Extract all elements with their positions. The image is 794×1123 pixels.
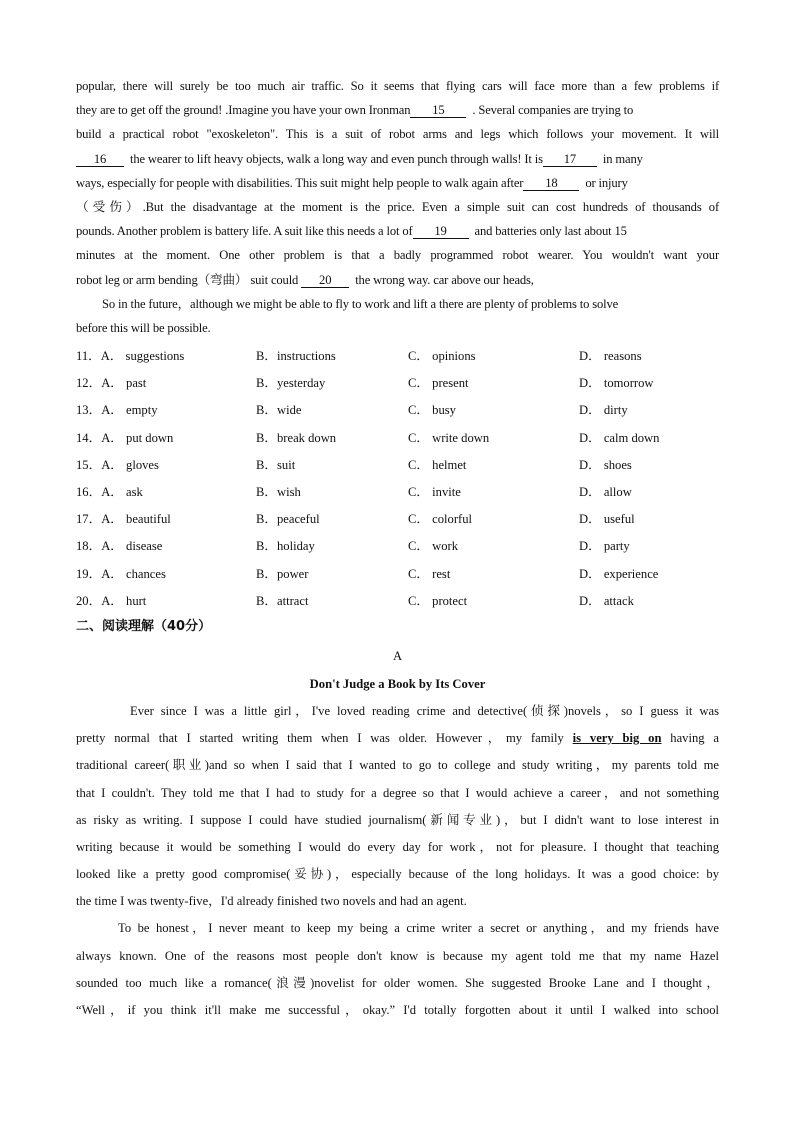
option-row: 15．A． gloves B．suit C． helmet D． shoes <box>76 457 632 472</box>
passage-title: Don't Judge a Book by Its Cover <box>309 676 486 691</box>
section-heading: 二、阅读理解（40分） <box>76 618 212 634</box>
passage-line: writing because it would be something I would do every day for work，not for pleasure. I thought that teaching <box>76 839 719 854</box>
passage-line: pounds. Another problem is battery life. A suit like this needs a lot of 19 and batteries only last about 15 <box>76 224 627 239</box>
passage-line: looked like a pretty good compromise(妥协)，especially because of the long holidays. It was a good choice: by <box>76 867 719 882</box>
document-page <box>76 74 719 1024</box>
blank-20: 20 <box>301 273 349 288</box>
passage-line: pretty normal that I started writing them when I was older. However，my family is very big on having a <box>76 731 720 746</box>
passage-line: always known. One of the reasons most people don't know is because my agent told me that my name Hazel <box>76 948 719 963</box>
passage-line: 16 the wearer to lift heavy objects, walk a long way and even punch through walls! It is 17 in many <box>76 147 719 171</box>
passage-line: So in the future，although we might be able to fly to work and lift a there are plenty of problems to solve <box>102 296 619 311</box>
passage-line: as risky as writing. I suppose I could have studied journalism(新闻专业)，but I didn't want to lose interest in <box>76 812 719 827</box>
options-list <box>76 343 719 615</box>
reading-passage <box>76 698 719 1024</box>
option-row: 14．A． put down B．break down C． write down D． calm down <box>76 430 660 445</box>
passage-line: they are to get off the ground! .Imagine you have your own Ironman 15 . Several companies are trying to <box>76 103 634 118</box>
blank-18: 18 <box>523 176 579 191</box>
passage-line: Ever since I was a little girl，I've loved reading crime and detective(侦探)novels，so I guess it was <box>130 703 719 718</box>
passage-line: sounded too much like a romance(浪漫)novelist for older women. She suggested Brooke Lane and I thought， <box>76 975 719 990</box>
option-row: 17．A． beautiful B．peaceful C． colorful D． useful <box>76 512 635 527</box>
cloze-passage <box>76 74 719 340</box>
passage-label: A <box>392 648 403 663</box>
passage-line: build a practical robot "exoskeleton". This is a suit of robot arms and legs which follows your movement. It will <box>76 127 719 142</box>
option-row: 18．A． disease B．holiday C． work D． party <box>76 539 630 554</box>
passage-line: popular, there will surely be too much air traffic. So it seems that flying cars will face more than a few problems if <box>76 79 719 93</box>
passage-line: the time I was twenty-five，I'd already finished two novels and had an agent. <box>76 894 467 909</box>
option-row: 19．A． chances B．power C． rest D． experience <box>76 566 659 581</box>
option-row: 20．A． hurt B．attract C． protect D． attack <box>76 593 634 608</box>
passage-line: that I couldn't. They told me that I had to study for a degree so that I would achieve a career，and not something <box>76 785 719 800</box>
passage-line: traditional career(职业)and so when I said that I wanted to go to college and study writing，my parents told me <box>76 758 719 773</box>
blank-19: 19 <box>413 224 469 239</box>
passage-line: before this will be possible. <box>76 320 211 335</box>
blank-16: 16 <box>76 152 124 167</box>
blank-17: 17 <box>543 152 597 167</box>
underlined-phrase: is very big on <box>572 731 662 746</box>
option-row: 11．A． suggestions B．instructions C． opinions D． reasons <box>76 349 642 364</box>
passage-line: To be honest，I never meant to keep my being a crime writer a secret or anything，and my friends have <box>118 921 719 936</box>
option-row: 12．A． past B．yesterday C． present D． tomorrow <box>76 376 654 391</box>
passage-line: （受伤）.But the disadvantage at the moment is the price. Even a simple suit can cost hundreds of thousands of <box>76 199 719 214</box>
option-row: 13．A． empty B．wide C． busy D． dirty <box>76 403 628 418</box>
passage-line: ways, especially for people with disabilities. This suit might help people to walk again after 18 or injury <box>76 175 628 190</box>
option-row: 16．A． ask B．wish C． invite D． allow <box>76 485 632 499</box>
passage-line: “Well，if you think it'll make me successful，okay.” I'd totally forgotten about it until I walked into school <box>76 1003 719 1017</box>
passage-line: robot leg or arm bending（弯曲） suit could 20 the wrong way. car above our heads, <box>76 272 534 287</box>
blank-15: 15 <box>410 103 466 118</box>
passage-line: minutes at the moment. One other problem is that a badly programmed robot wearer. You wouldn't want your <box>76 248 719 263</box>
